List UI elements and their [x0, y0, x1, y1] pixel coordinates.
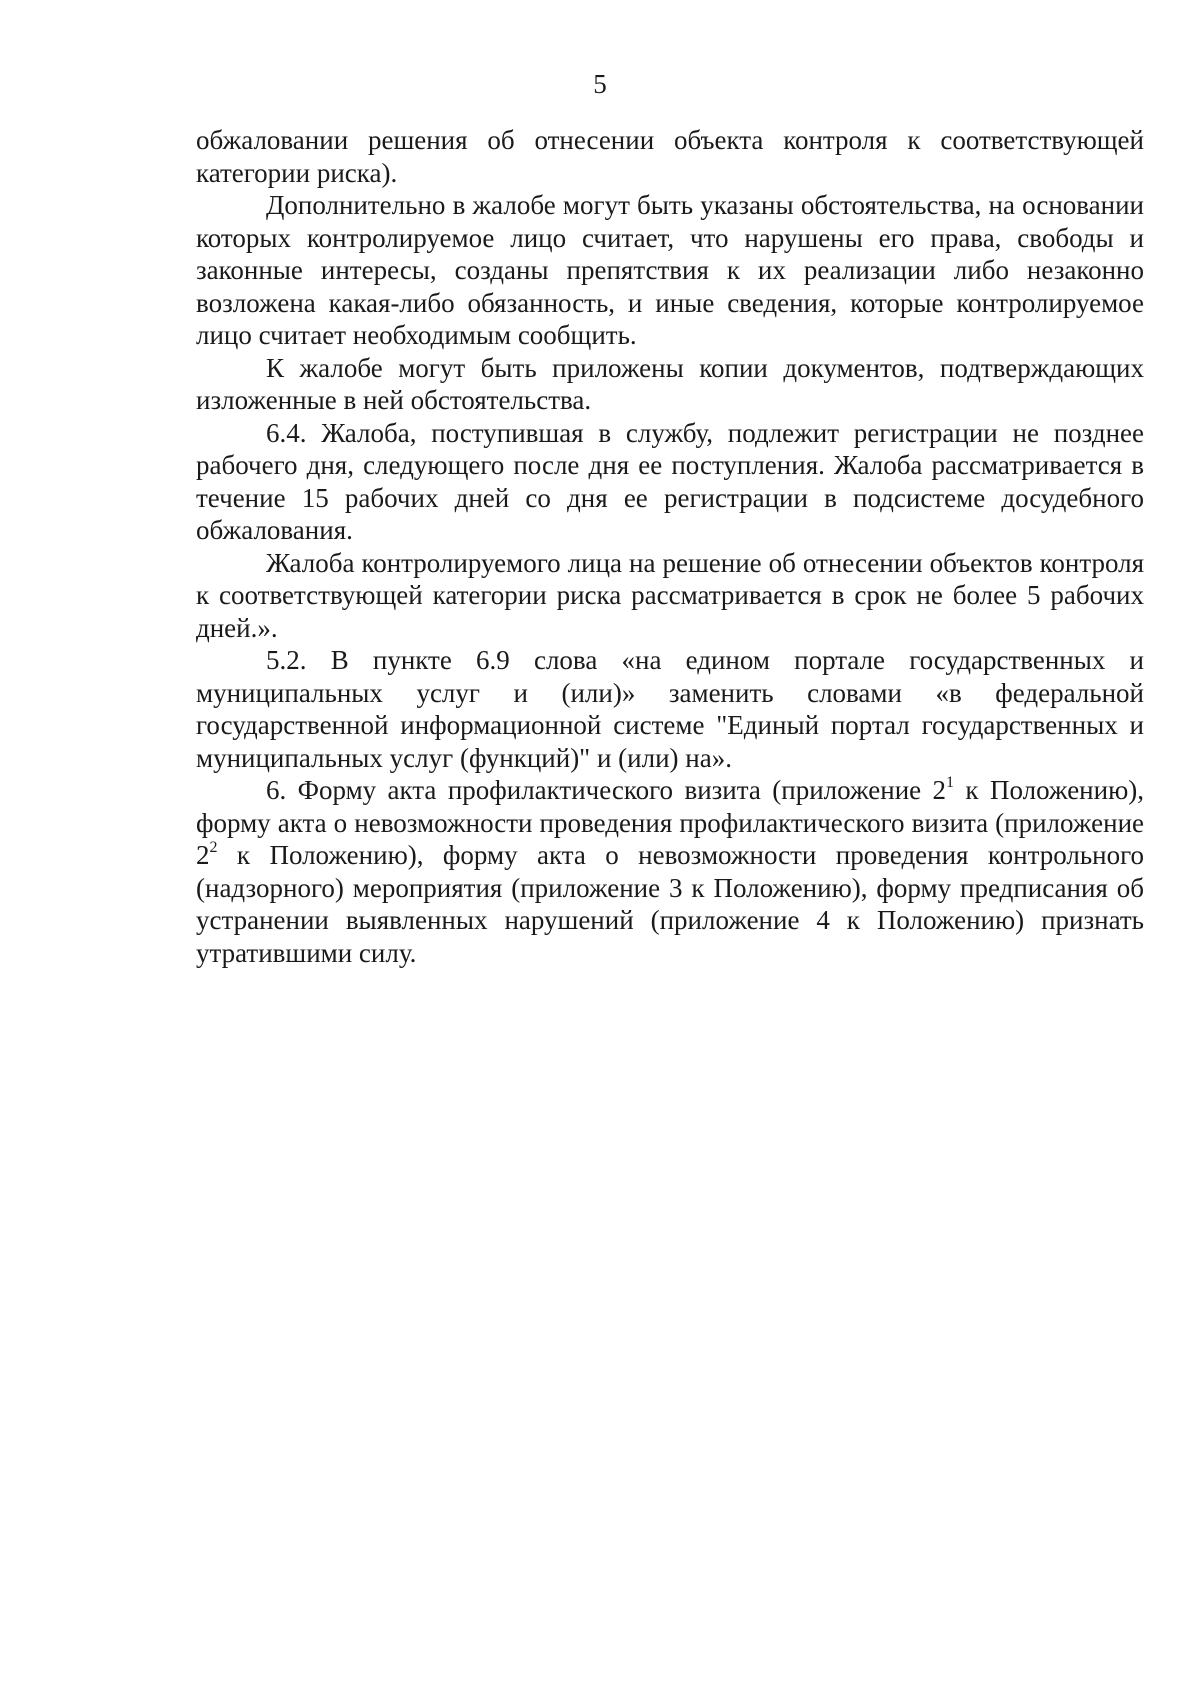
paragraph-continuation: обжаловании решения об отнесении объекта контроля к соответствующей категории риска).	[196, 125, 1144, 188]
paragraph-complaint-term: Жалоба контролируемого лица на решение об отнесении объектов контроля к соответствующей категории риска рассматривается в срок не более 5 рабочих дней.».	[196, 547, 1144, 643]
page-number: 5	[593, 69, 607, 99]
paragraph-6-text-part1: 6. Форму акта профилактического визита (приложение 2	[266, 775, 947, 805]
superscript-2: 2	[209, 839, 218, 856]
paragraph-6-4: 6.4. Жалоба, поступившая в службу, подлежит регистрации не позднее рабочего дня, следующего после дня ее поступления. Жалоба рассматривается в течение 15 рабочих дней со дня ее регистрации в подсистеме досудебного обжалования.	[196, 417, 1144, 545]
paragraph-5-2: 5.2. В пункте 6.9 слова «на едином портале государственных и муниципальных услуг и (или)» заменить словами «в федеральной государственной информационной системе "Единый портал государственных и муниципальных услуг (функций)" и (или) на».	[196, 645, 1144, 773]
paragraph-6-text-part2: к Положению), форму акта о невозможности проведения профилактического визита (приложение 2	[196, 775, 1144, 870]
paragraph-6-text-part3: к Положению), форму акта о невозможности проведения контрольного (надзорного) мероприятия (приложение 3 к Положению), форму предписания об устранении выявленных нарушений (приложение 4 к Положению) признать утратившими силу.	[196, 840, 1144, 968]
paragraph-attached-documents: К жалобе могут быть приложены копии документов, подтверждающих изложенные в ней обстоятельства.	[196, 352, 1144, 415]
paragraph-additional-circumstances: Дополнительно в жалобе могут быть указаны обстоятельства, на основании которых контролируемое лицо считает, что нарушены его права, свободы и законные интересы, созданы препятствия к их реализации либо незаконно возложена какая-либо обязанность, и иные сведения, которые контролируемое лицо считает необходимым сообщить.	[196, 190, 1144, 350]
document-body	[196, 124, 1144, 969]
superscript-1: 1	[946, 774, 955, 791]
paragraph-6-forms	[196, 774, 1144, 969]
